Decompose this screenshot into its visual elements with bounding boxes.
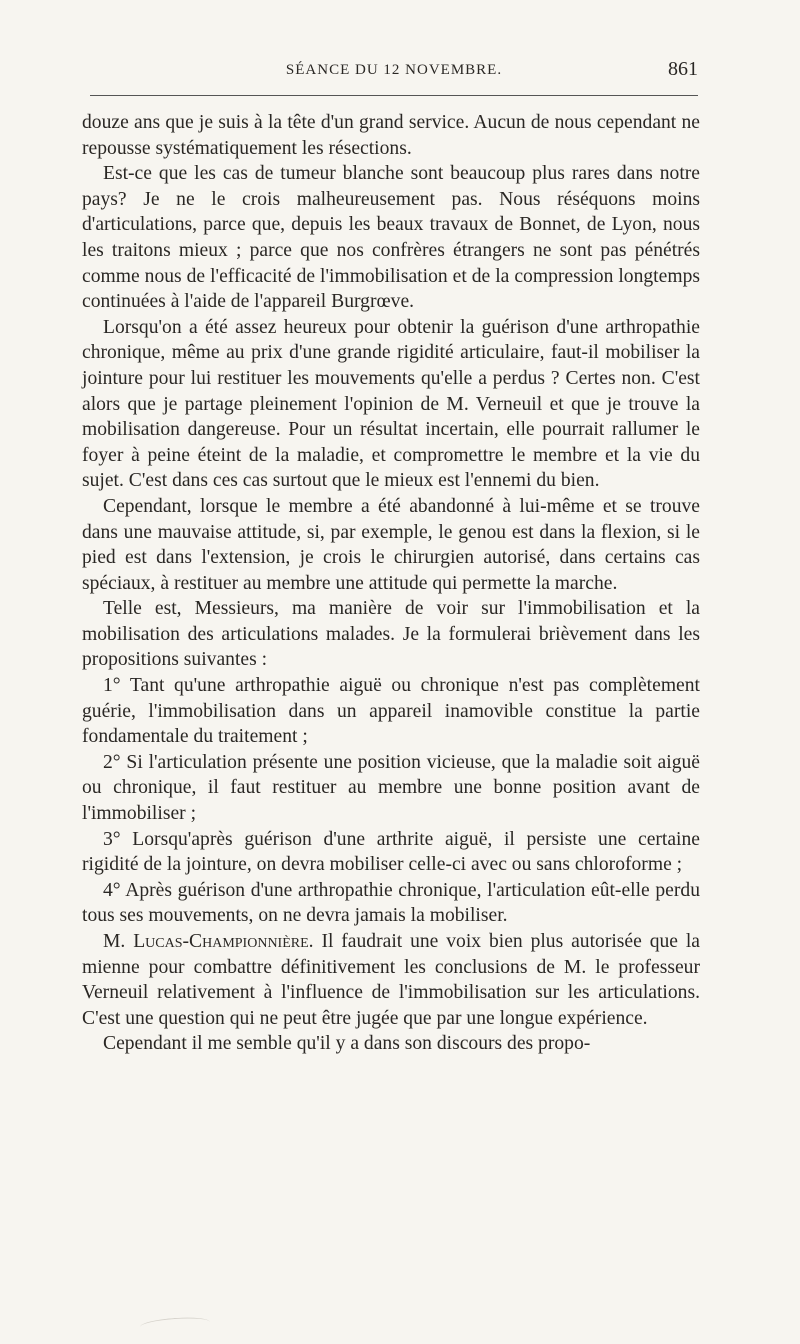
speaker-paragraph	[82, 929, 700, 1031]
speaker-text: Il faudrait une voix bien plus autorisée que la mienne pour combattre définitivement les conclusions de M. le professeur Verneuil relativement à l'influence de l'immobilisation sur les articulations. C'est une question qui ne peut être jugée que par une longue expérience.	[82, 931, 701, 1029]
running-head: SÉANCE DU 12 NOVEMBRE.	[285, 62, 503, 78]
paper-smudge	[140, 1316, 211, 1334]
proposition-1: 1° Tant qu'une arthropathie aiguë ou chronique n'est pas complètement guérie, l'immobilisation dans un appareil inamovible constitue la partie fondamentale du traitement ;	[82, 675, 700, 748]
proposition-4: 4° Après guérison d'une arthropathie chronique, l'articulation eût-elle perdu tous ses mouvements, on ne devra jamais la mobiliser.	[82, 879, 700, 927]
page-number: 861	[668, 58, 698, 80]
paragraph: Telle est, Messieurs, ma manière de voir sur l'immobilisation et la mobilisation des articulations malades. Je la formulerai brièvement dans les propositions suivantes :	[82, 598, 700, 671]
paragraph: douze ans que je suis à la tête d'un grand service. Aucun de nous cependant ne repousse systématiquement les résections.	[82, 112, 700, 159]
body-text	[82, 110, 700, 1057]
proposition-3: 3° Lorsqu'après guérison d'une arthrite aiguë, il persiste une certaine rigidité de la jointure, on devra mobiliser celle-ci avec ou sans chloroforme ;	[82, 828, 700, 876]
paragraph: Est-ce que les cas de tumeur blanche sont beaucoup plus rares dans notre pays? Je ne le crois malheureusement pas. Nous réséquons moins d'articulations, parce que, depuis les beaux travaux de Bonnet, de Lyon, nous les traitons mieux ; parce que nos confrères étrangers ne sont pas pénétrés comme nous de l'efficacité de l'immobilisation et de la compression longtemps continuées à l'aide de l'appareil Burgrœve.	[82, 163, 700, 313]
speaker-name: M. Lucas-Championnière.	[103, 931, 314, 952]
header-rule	[90, 95, 698, 96]
page-header	[90, 58, 698, 88]
paragraph: Cependant il me semble qu'il y a dans son discours des propo-	[103, 1033, 591, 1055]
paragraph: Cependant, lorsque le membre a été abandonné à lui-même et se trouve dans une mauvaise attitude, si, par exemple, le genou est dans la flexion, si le pied est dans l'extension, je crois le chirurgien autorisé, dans certains cas spéciaux, à restituer au membre une attitude qui permette la marche.	[82, 495, 700, 594]
proposition-2: 2° Si l'articulation présente une position vicieuse, que la maladie soit aiguë ou chronique, il faut restituer au membre une bonne position avant de l'immobiliser ;	[82, 751, 700, 825]
paragraph: Lorsqu'on a été assez heureux pour obtenir la guérison d'une arthropathie chronique, même au prix d'une grande rigidité articulaire, faut-il mobiliser la jointure pour lui restituer les mouvements qu'elle a perdus ? Certes non. C'est alors que je partage pleinement l'opinion de M. Verneuil et que je trouve la mobilisation dangereuse. Pour un résultat incertain, elle pourrait rallumer le foyer à peine éteint de la maladie, et compromettre le membre et la vie du sujet. C'est dans ces cas surtout que le mieux est l'ennemi du bien.	[82, 316, 700, 492]
